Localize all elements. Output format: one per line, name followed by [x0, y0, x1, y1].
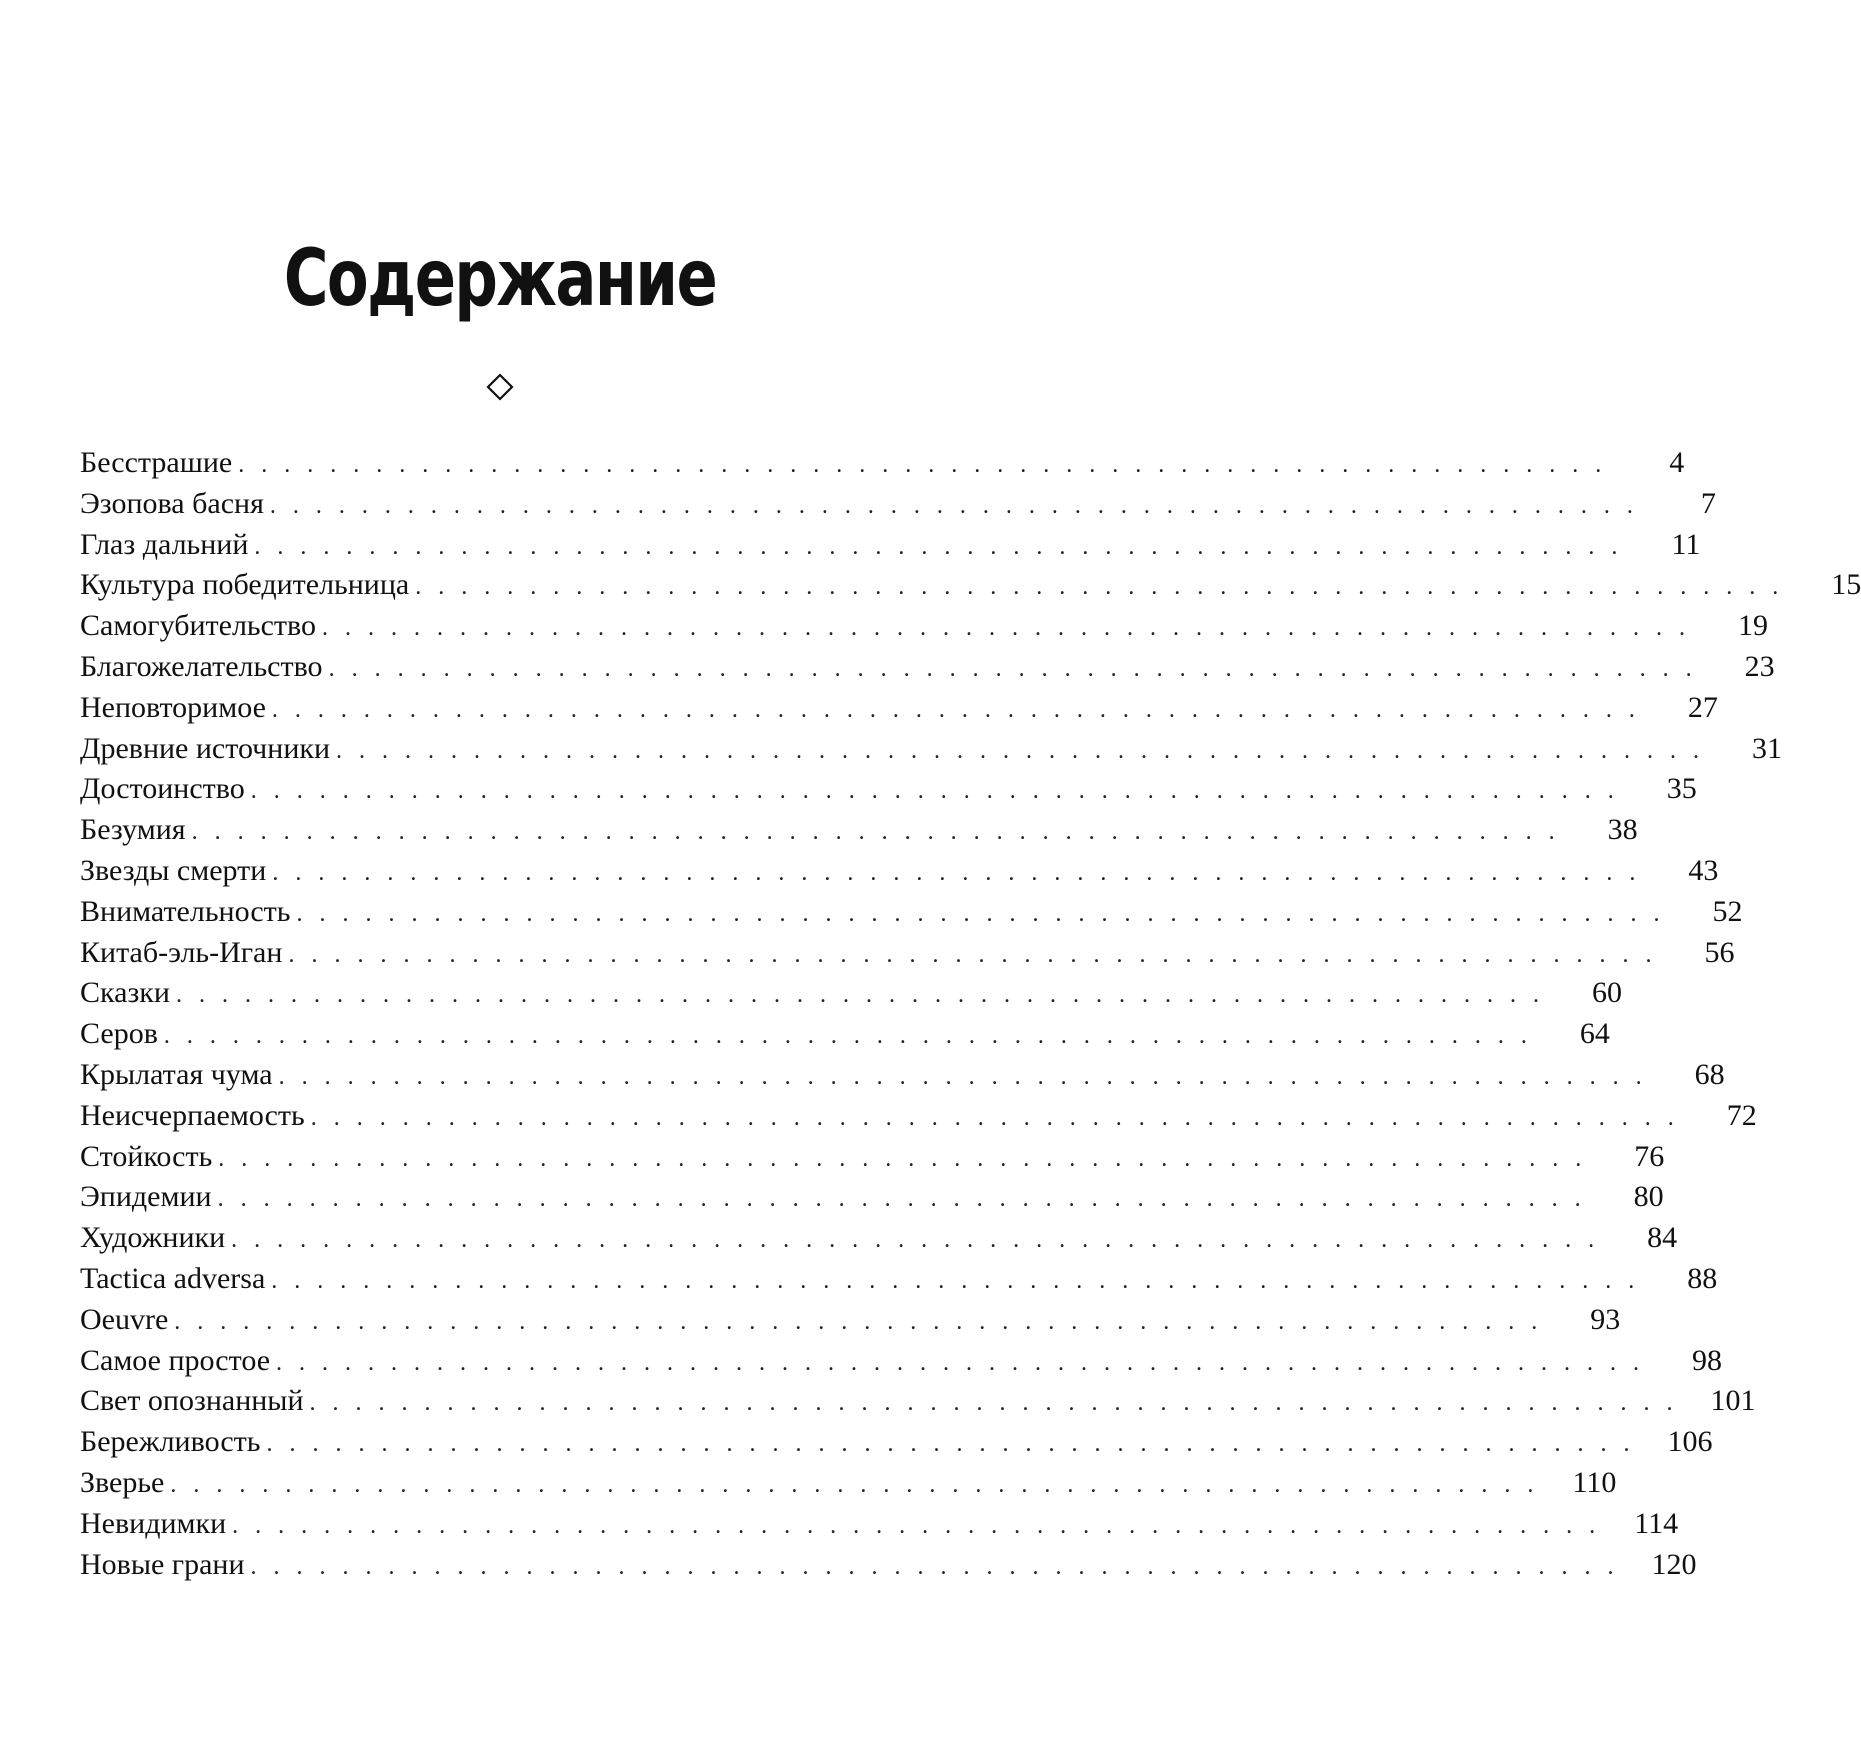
toc-entry[interactable] — [80, 973, 1622, 1014]
toc-entry-page-number: 31 — [1716, 729, 1782, 770]
toc-entry-title: Сказки — [80, 973, 176, 1014]
toc-entry[interactable] — [80, 1177, 1664, 1218]
toc-entry-title: Китаб-эль-Иган — [80, 933, 288, 974]
toc-entry-page-number: 23 — [1709, 647, 1775, 688]
dot-leader: ............................................................ — [336, 737, 1717, 764]
toc-entry-title: Бережливость — [80, 1422, 266, 1463]
toc-entry[interactable] — [80, 1055, 1725, 1096]
dot-leader: ............................................................ — [191, 819, 1572, 846]
dot-leader: ............................................................ — [328, 655, 1709, 682]
toc-entry[interactable] — [80, 484, 1716, 525]
toc-entry-title: Художники — [80, 1218, 231, 1259]
dot-leader: ............................................................ — [266, 1431, 1647, 1458]
toc-entry-page-number: 68 — [1659, 1055, 1725, 1096]
toc-entry[interactable] — [80, 1137, 1665, 1178]
toc-entry[interactable] — [80, 1259, 1718, 1300]
toc-entry[interactable] — [80, 1381, 1756, 1422]
toc-entry-page-number: 80 — [1598, 1177, 1664, 1218]
dot-leader: ............................................................ — [175, 982, 1556, 1009]
diamond-outline-icon — [486, 373, 514, 401]
dot-leader: ............................................................ — [278, 1063, 1659, 1090]
toc-entry-page-number: 15 — [1795, 565, 1861, 606]
dot-leader: ............................................................ — [415, 574, 1796, 601]
toc-entry-title: Крылатая чума — [80, 1055, 279, 1096]
toc-entry-page-number: 38 — [1572, 810, 1638, 851]
toc-entry-title: Неповторимое — [80, 688, 272, 729]
toc-entry[interactable] — [80, 606, 1769, 647]
dot-leader: ............................................................ — [296, 900, 1677, 927]
dot-leader: ............................................................ — [174, 1308, 1555, 1335]
toc-entry-title: Oeuvre — [80, 1300, 174, 1341]
toc-entry[interactable] — [80, 1545, 1697, 1586]
toc-entry-page-number: 4 — [1618, 443, 1684, 484]
toc-entry[interactable] — [80, 810, 1638, 851]
dot-leader: ............................................................ — [218, 1145, 1599, 1172]
dot-leader: ............................................................ — [309, 1390, 1690, 1417]
toc-entry-title: Неисчерпаемость — [80, 1096, 311, 1137]
dot-leader: ............................................................ — [250, 778, 1631, 805]
toc-entry-page-number: 76 — [1598, 1137, 1664, 1178]
dot-leader: ............................................................ — [254, 533, 1635, 560]
toc-entry-page-number: 101 — [1690, 1381, 1756, 1422]
toc-entry[interactable] — [80, 1463, 1617, 1504]
toc-entry[interactable] — [80, 1422, 1713, 1463]
toc-entry-page-number: 64 — [1544, 1014, 1610, 1055]
dot-leader: ............................................................ — [232, 1512, 1613, 1539]
toc-entry-page-number: 88 — [1651, 1259, 1717, 1300]
toc-entry-page-number: 106 — [1646, 1422, 1712, 1463]
toc-entry-page-number: 56 — [1668, 933, 1734, 974]
dot-leader: ............................................................ — [322, 615, 1703, 642]
toc-entry-title: Tactica adversa — [80, 1259, 271, 1300]
toc-entry-page-number: 114 — [1612, 1504, 1678, 1545]
toc-entry[interactable] — [80, 933, 1735, 974]
toc-entry-title: Самое простое — [80, 1341, 276, 1382]
toc-entry[interactable] — [80, 565, 1861, 606]
toc-entry-page-number: 93 — [1554, 1300, 1620, 1341]
toc-entry-title: Благожелательство — [80, 647, 329, 688]
toc-entry[interactable] — [80, 729, 1783, 770]
dot-leader: ............................................................ — [271, 696, 1652, 723]
toc-entry[interactable] — [80, 1218, 1678, 1259]
toc-entry-page-number: 72 — [1691, 1096, 1757, 1137]
dot-leader: ............................................................ — [238, 452, 1619, 478]
toc-entry-page-number: 7 — [1650, 484, 1716, 525]
toc-entry-title: Эпидемии — [80, 1177, 218, 1218]
toc-entry-title: Стойкость — [80, 1137, 218, 1178]
toc-entry-page-number: 110 — [1550, 1463, 1616, 1504]
toc-entry-title: Бесстрашие — [80, 443, 238, 484]
dot-leader: ............................................................ — [276, 1349, 1657, 1376]
toc-entry[interactable] — [80, 647, 1775, 688]
toc-entry[interactable] — [80, 1014, 1610, 1055]
toc-entry-page-number: 27 — [1652, 688, 1718, 729]
toc-entry[interactable] — [80, 769, 1697, 810]
toc-entry-page-number: 98 — [1656, 1341, 1722, 1382]
dot-leader: ............................................................ — [310, 1104, 1691, 1131]
dot-leader: ............................................................ — [250, 1553, 1631, 1580]
toc-entry-title: Эзопова басня — [80, 484, 270, 525]
toc-entry[interactable] — [80, 443, 1685, 484]
toc-entry-title: Внимательность — [80, 892, 296, 933]
toc-entry-page-number: 120 — [1631, 1545, 1697, 1586]
toc-entry[interactable] — [80, 1504, 1679, 1545]
toc-entry[interactable] — [80, 525, 1701, 566]
toc-entry-title: Невидимки — [80, 1504, 232, 1545]
dot-leader: ............................................................ — [217, 1186, 1598, 1213]
dot-leader: ............................................................ — [269, 492, 1650, 519]
toc-entry[interactable] — [80, 892, 1743, 933]
toc-entry-title: Свет опознанный — [80, 1381, 310, 1422]
toc-entry-page-number: 52 — [1676, 892, 1742, 933]
toc-entry-title: Глаз дальний — [80, 525, 254, 566]
table-of-contents — [80, 443, 1861, 1585]
dot-leader: ............................................................ — [288, 941, 1669, 968]
dot-leader: ............................................................ — [231, 1227, 1612, 1254]
toc-entry-title: Культура победительница — [80, 565, 415, 606]
toc-entry-title: Древние источники — [80, 729, 336, 770]
toc-entry[interactable] — [80, 851, 1719, 892]
dot-leader: ............................................................ — [163, 1023, 1544, 1050]
toc-entry-page-number: 35 — [1631, 769, 1697, 810]
toc-entry-title: Достоинство — [80, 769, 251, 810]
toc-entry[interactable] — [80, 1341, 1723, 1382]
toc-entry-page-number: 43 — [1652, 851, 1718, 892]
toc-entry-title: Самогубительство — [80, 606, 322, 647]
toc-entry-title: Новые грани — [80, 1545, 251, 1586]
toc-entry-title: Зверье — [80, 1463, 170, 1504]
toc-entry-page-number: 11 — [1634, 525, 1700, 566]
toc-entry[interactable] — [80, 688, 1718, 729]
page-title: Содержание — [283, 234, 717, 325]
toc-entry-page-number: 19 — [1702, 606, 1768, 647]
toc-entry-title: Звезды смерти — [80, 851, 272, 892]
toc-entry-page-number: 60 — [1556, 973, 1622, 1014]
toc-entry-page-number: 84 — [1611, 1218, 1677, 1259]
dot-leader: ............................................................ — [272, 859, 1653, 886]
dot-leader: ............................................................ — [170, 1471, 1551, 1498]
toc-entry[interactable] — [80, 1300, 1621, 1341]
toc-entry-title: Безумия — [80, 810, 192, 851]
toc-entry-title: Серов — [80, 1014, 164, 1055]
dot-leader: ............................................................ — [271, 1267, 1652, 1294]
toc-entry[interactable] — [80, 1096, 1757, 1137]
